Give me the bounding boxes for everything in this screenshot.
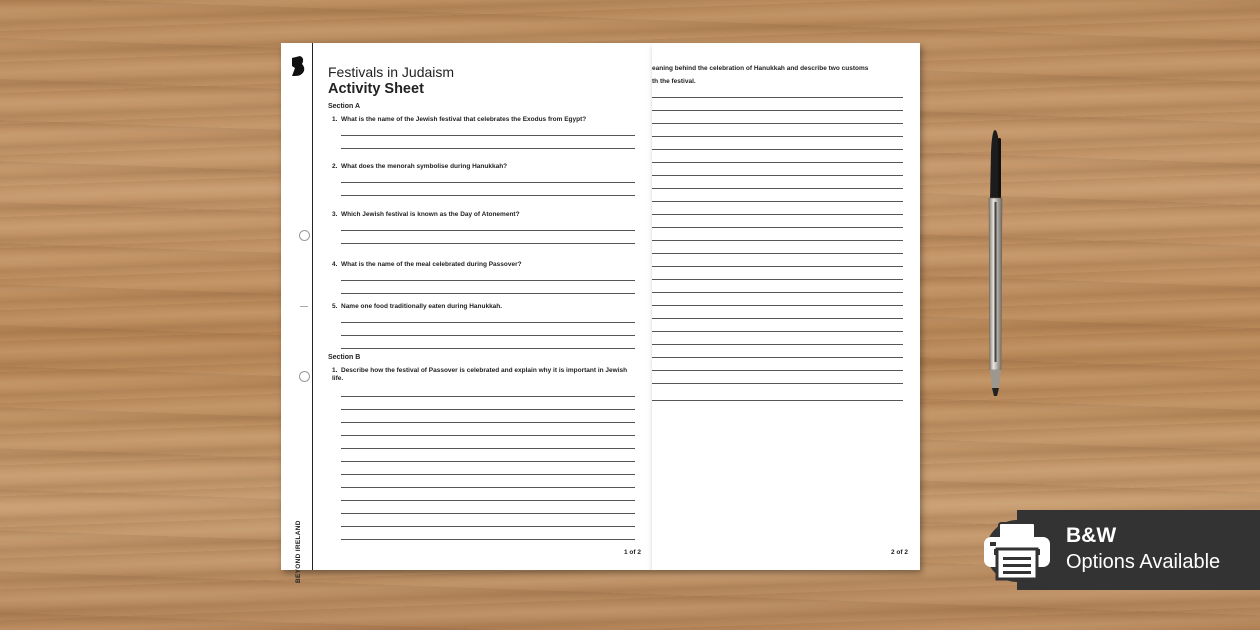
- answer-line[interactable]: [652, 188, 903, 189]
- question-text-continued: th the festival.: [652, 78, 696, 85]
- brand-label: BEYOND IRELAND: [295, 520, 302, 583]
- answer-line[interactable]: [652, 240, 903, 241]
- answer-line[interactable]: [341, 135, 635, 136]
- answer-line[interactable]: [652, 344, 903, 345]
- answer-line[interactable]: [341, 448, 635, 449]
- answer-line[interactable]: [341, 335, 635, 336]
- section-a-heading: Section A: [328, 103, 361, 110]
- page-margin-line: [312, 43, 313, 570]
- banner-subtitle: Options Available: [1066, 551, 1221, 573]
- section-b-heading: Section B: [328, 354, 361, 361]
- bw-options-banner: [1017, 510, 1260, 590]
- answer-line[interactable]: [341, 422, 635, 423]
- page-number: 1 of 2: [624, 549, 641, 556]
- answer-line[interactable]: [652, 279, 903, 280]
- printer-icon: [981, 519, 1053, 583]
- answer-line[interactable]: [341, 348, 635, 349]
- question-number: 1.: [332, 116, 338, 123]
- answer-line[interactable]: [341, 409, 635, 410]
- answer-line[interactable]: [652, 357, 903, 358]
- answer-line[interactable]: [341, 539, 635, 540]
- question-a4: [332, 261, 632, 269]
- answer-line[interactable]: [652, 123, 903, 124]
- answer-line[interactable]: [341, 435, 635, 436]
- question-text: What is the name of the Jewish festival that celebrates the Exodus from Egypt?: [341, 116, 587, 123]
- worksheet-page-1: [281, 43, 652, 583]
- question-text: Describe how the festival of Passover is celebrated and explain why it is important in Jewish life.: [332, 367, 628, 382]
- answer-line[interactable]: [652, 305, 903, 306]
- answer-line[interactable]: [652, 149, 903, 150]
- worksheet-page-2: [652, 43, 920, 570]
- question-number: 1.: [332, 367, 338, 374]
- beyond-logo-icon: [291, 55, 305, 77]
- fold-mark: [300, 306, 308, 307]
- question-text: Which Jewish festival is known as the Day of Atonement?: [341, 211, 520, 218]
- question-number: 4.: [332, 261, 338, 268]
- answer-line[interactable]: [341, 396, 635, 397]
- answer-line[interactable]: [341, 293, 635, 294]
- answer-line[interactable]: [341, 487, 635, 488]
- answer-line[interactable]: [652, 136, 903, 137]
- question-b1: [332, 367, 628, 383]
- answer-line[interactable]: [341, 230, 635, 231]
- answer-line[interactable]: [652, 253, 903, 254]
- answer-line[interactable]: [652, 110, 903, 111]
- answer-line[interactable]: [652, 266, 903, 267]
- question-text: What does the menorah symbolise during Hanukkah?: [341, 163, 508, 170]
- punch-hole: [299, 230, 310, 241]
- answer-line[interactable]: [341, 474, 635, 475]
- worksheet-subtitle: Activity Sheet: [328, 81, 424, 97]
- question-text-continued: eaning behind the celebration of Hanukkah and describe two customs: [652, 65, 869, 72]
- answer-line[interactable]: [652, 318, 903, 319]
- question-text: What is the name of the meal celebrated during Passover?: [341, 261, 522, 268]
- question-number: 5.: [332, 303, 338, 310]
- question-a2: [332, 163, 632, 171]
- answer-line[interactable]: [341, 500, 635, 501]
- answer-line[interactable]: [652, 292, 903, 293]
- answer-line[interactable]: [341, 461, 635, 462]
- punch-hole: [299, 371, 310, 382]
- question-a3: [332, 211, 632, 219]
- banner-title: B&W: [1066, 524, 1117, 547]
- answer-line[interactable]: [652, 214, 903, 215]
- answer-line[interactable]: [341, 243, 635, 244]
- answer-line[interactable]: [341, 195, 635, 196]
- answer-line[interactable]: [652, 162, 903, 163]
- answer-line[interactable]: [652, 331, 903, 332]
- answer-line[interactable]: [652, 400, 903, 401]
- answer-line[interactable]: [652, 175, 903, 176]
- question-text: Name one food traditionally eaten during Hanukkah.: [341, 303, 503, 310]
- answer-line[interactable]: [341, 526, 635, 527]
- answer-line[interactable]: [341, 513, 635, 514]
- answer-line[interactable]: [341, 182, 635, 183]
- answer-line[interactable]: [652, 383, 903, 384]
- question-number: 3.: [332, 211, 338, 218]
- answer-line[interactable]: [652, 370, 903, 371]
- question-a1: [332, 116, 632, 124]
- answer-line[interactable]: [341, 280, 635, 281]
- question-a5: [332, 303, 632, 311]
- answer-line[interactable]: [652, 201, 903, 202]
- page-number: 2 of 2: [891, 549, 908, 556]
- answer-line[interactable]: [341, 322, 635, 323]
- ballpoint-pen: [985, 130, 1007, 400]
- worksheet-title: Festivals in Judaism: [328, 64, 455, 80]
- answer-line[interactable]: [652, 97, 903, 98]
- answer-line[interactable]: [341, 148, 635, 149]
- question-number: 2.: [332, 163, 338, 170]
- answer-line[interactable]: [652, 227, 903, 228]
